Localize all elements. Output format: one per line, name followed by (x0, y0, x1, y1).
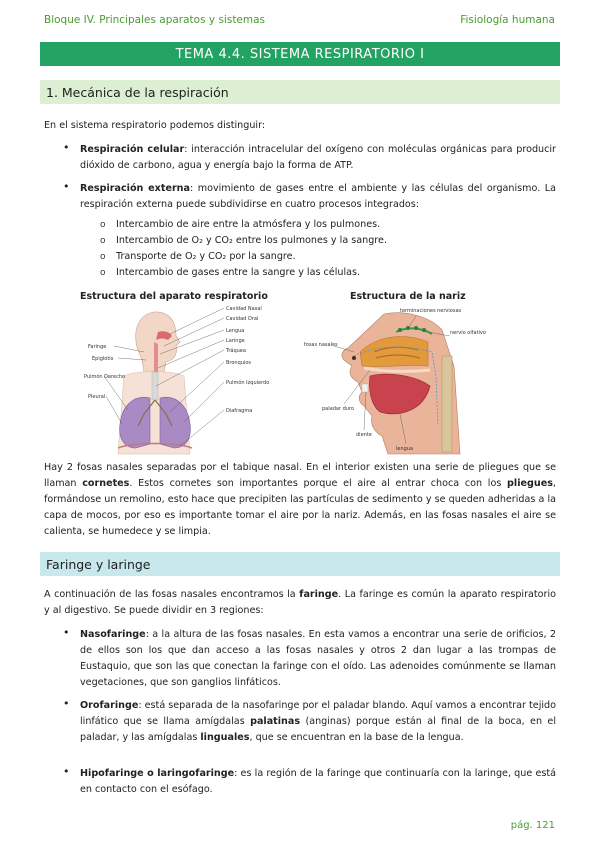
figure-title-nose: Estructura de la nariz (350, 291, 466, 302)
term: Respiración celular (80, 144, 185, 155)
page-number: pág. 121 (510, 820, 555, 831)
label-traquea: Tráquea (226, 348, 246, 354)
running-header-right: Fisiología humana (460, 14, 555, 26)
label-epiglotis: Epiglotis (92, 356, 114, 362)
text: (anginas) porque están al final de la boca, en el paladar, y las amígdalas (80, 716, 556, 743)
sub-bullet-icon: o (100, 268, 106, 278)
sub-item: Intercambio de gases entre la sangre y las células. (116, 267, 361, 278)
text: : movimiento de gases entre el ambiente y las células del organismo. La respiración externa puede subdividirse en cuatro procesos integrados: (80, 183, 557, 210)
label-diafragma: Diafragma (226, 408, 253, 414)
label-bronquios: Bronquios (226, 360, 251, 366)
label-cavidad-oral: Cavidad Oral (226, 316, 259, 322)
bullet-nasofaringe (80, 627, 556, 691)
term: Orofaringe (80, 700, 139, 711)
term: Respiración externa (80, 183, 190, 194)
figure-title-respiratory: Estructura del aparato respiratorio (80, 291, 268, 302)
bullet-icon: • (63, 765, 70, 778)
label-diente: diente (356, 432, 372, 438)
bullet-icon: • (63, 626, 70, 639)
paragraph-fosas-nasales (44, 460, 556, 540)
term: linguales (200, 732, 250, 743)
term: palatinas (250, 716, 301, 727)
label-pleural: Pleural (88, 394, 106, 400)
text: , formándose un remolino, esto hace que precipiten las partículas de sedimento y se queden adheridas a la capa de mocos, por eso es importante tomar el aire por la nariz. Además, en las fosas nasales el aire se calienta, se humedece y se limpia. (44, 478, 556, 537)
bullet-respiracion-externa (80, 181, 556, 213)
section1-intro: En el sistema respiratorio podemos distinguir: (44, 120, 266, 131)
respiratory-system-illustration (84, 306, 280, 454)
sub-item: Transporte de O₂ y CO₂ por la sangre. (116, 251, 296, 262)
label-fosas: fosas nasales (304, 342, 338, 348)
bullet-respiracion-celular (80, 142, 556, 174)
section-heading-mecanica: 1. Mecánica de la respiración (40, 80, 560, 104)
text: : interacción intracelular del oxígeno con moléculas orgánicas para producir dióxido de carbono, agua y energía bajo la forma de ATP. (80, 144, 556, 171)
text: . La faringe es común la aparato respiratorio y al digestivo. Se puede dividir en 3 regiones: (44, 589, 557, 616)
label-cavidad-nasal: Cavidad Nasal (226, 306, 262, 312)
text: Hay 2 fosas nasales separadas por el tabique nasal. En el interior existen una serie de pliegues que se llaman (44, 462, 556, 489)
term: pliegues (507, 478, 553, 489)
text: , que se encuentran en la base de la lengua. (249, 732, 464, 743)
text: : está separada de la nasofaringe por el paladar blando. Aquí vamos a encontrar tejido linfático que se llama amígdalas (80, 700, 556, 727)
label-paladar: paladar duro (322, 406, 354, 412)
bullet-hipofaringe (80, 766, 556, 798)
nose-structure-illustration (304, 306, 486, 456)
section2-intro (44, 587, 556, 619)
sub-bullet-icon: o (100, 252, 106, 262)
bullet-icon: • (63, 141, 70, 154)
label-lengua: Lengua (226, 328, 245, 334)
sub-item: Intercambio de aire entre la atmósfera y los pulmones. (116, 219, 381, 230)
label-pulmon-derecho: Pulmón Derecho (84, 374, 126, 380)
label-nervio: nervio olfativo (450, 330, 486, 336)
label-lengua-nose: lengua (396, 446, 414, 452)
bullet-orofaringe (80, 698, 556, 746)
running-header-left: Bloque IV. Principales aparatos y sistemas (44, 14, 266, 26)
bullet-icon: • (63, 180, 70, 193)
text: . Estos cornetes son importantes porque el aire al entrar choca con los (129, 478, 508, 489)
sub-bullet-icon: o (100, 220, 106, 230)
sub-item: Intercambio de O₂ y CO₂ entre los pulmones y la sangre. (116, 235, 387, 246)
text: : a la altura de las fosas nasales. En esta vamos a encontrar una serie de orificios, 2 de ellos son los que dan acceso a las fosas nasales y otros 2 dan lugar a las trompas de Eustaquio, que son las que conectan la faringe con el oído. Las adenoides comúnmente se llaman vegetaciones, que son ganglios linfáticos. (80, 629, 556, 688)
label-faringe: Faringe (88, 344, 107, 350)
sub-bullet-icon: o (100, 236, 106, 246)
label-laringe: Laringe (226, 338, 245, 344)
term: cornetes (82, 478, 130, 489)
bullet-icon: • (63, 697, 70, 710)
chapter-title: TEMA 4.4. SISTEMA RESPIRATORIO I (40, 42, 560, 66)
term: Hipofaringe o laringofaringe (80, 768, 235, 779)
section-heading-faringe: Faringe y laringe (40, 552, 560, 576)
text: : es la región de la faringe que continuaría con la laringe, que está en contacto con el esófago. (80, 768, 556, 795)
text: A continuación de las fosas nasales encontramos la (44, 589, 300, 600)
label-pulmon-izquierdo: Pulmón Izquierdo (226, 380, 270, 386)
term: Nasofaringe (80, 629, 146, 640)
label-terminaciones: terminaciones nerviosas (400, 308, 462, 314)
term: faringe (299, 589, 339, 600)
